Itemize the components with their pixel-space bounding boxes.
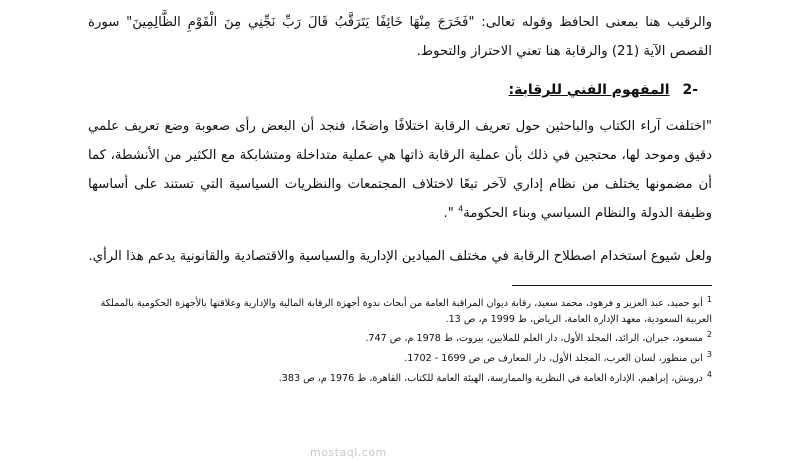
footnote-item bbox=[88, 327, 712, 347]
paragraph-definition-linguistic bbox=[88, 8, 712, 66]
footnote-number: 4 bbox=[706, 369, 712, 379]
footnote-text: ابن منظور، لسان العرب، المجلد الأول، دار المعارف ص ص 1699 - 1702. bbox=[404, 353, 703, 365]
footnote-item bbox=[88, 367, 712, 387]
footnote-text: مسعود، جبران، الرائد، المجلد الأول، دار العلم للملايين، بيروت، ط 1978 م، ص 747. bbox=[365, 333, 703, 345]
footnote-text: أبو حميد، عبد العزيز و فرهود، محمد سعيد، رقابة ديوان المراقبة العامة من أبحاث ندوة أجهزة الرقابة المالية والإدارية وعلاقتها بالأجهزة الحكومية بالمملكة العربية السعودية، معهد الإدارة العامة، الرياض، ط 1999 م، ص 13. bbox=[100, 298, 712, 325]
paragraph-text: "اختلفت آراء الكتاب والباحثين حول تعريف الرقابة اختلافًا واضحًا، فنجد أن البعض رأى صعوبة وضع تعريف علمي دقيق وموحد لها، محتجين في ذلك بأن عملية الرقابة ذاتها هي عملية متداخلة ومتشابكة مع الكثير من الأنشطة، كما أن مضمونها يختلف من نظام إداري لآخر تبعًا لاختلاف المجتمعات والنظريات السياسية التي تستند على أساسها وظيفة الدولة والنظام السياسي وبناء الحكومة bbox=[88, 119, 712, 221]
paragraph-conclusion bbox=[88, 242, 712, 271]
paragraph-text: ولعل شيوع استخدام اصطلاح الرقابة في مختلف الميادين الإدارية والسياسية والاقتصادية والقانونية يدعم هذا الرأي. bbox=[88, 249, 712, 264]
footnote-text: دروبش، إبراهيم، الإدارة العامة في النظرية والممارسة، الهيئة العامة للكتاب، القاهرة، ط 1976 م، ص 383. bbox=[278, 372, 703, 384]
section-number: -2 bbox=[682, 82, 698, 98]
section-title: المفهوم الفني للرقابة: bbox=[508, 82, 670, 98]
paragraph-definition-technical bbox=[88, 112, 712, 228]
footnote-number: 1 bbox=[706, 295, 712, 304]
footnote-number: 3 bbox=[706, 349, 712, 359]
watermark: mostaql.com bbox=[310, 446, 387, 459]
footnotes bbox=[88, 292, 712, 386]
footnote-item bbox=[88, 292, 712, 327]
quote-close: ". bbox=[443, 206, 459, 221]
footnote-separator bbox=[512, 285, 712, 286]
footnote-number: 2 bbox=[706, 330, 712, 340]
section-heading bbox=[88, 74, 698, 106]
footnote-reference: 4 bbox=[458, 204, 464, 214]
footnote-item bbox=[88, 347, 712, 367]
paragraph-text: والرقيب هنا بمعنى الحافظ وقوله تعالى: "فَخَرَجَ مِنْهَا خَائِفًا يَتَرَقَّبُ قَالَ رَبِّ نَجِّنِي مِنَ الْقَوْمِ الظَّالِمِينَ" سورة القصص الآية (21) والرقابة هنا تعني الاحتراز والتحوط. bbox=[88, 15, 712, 59]
